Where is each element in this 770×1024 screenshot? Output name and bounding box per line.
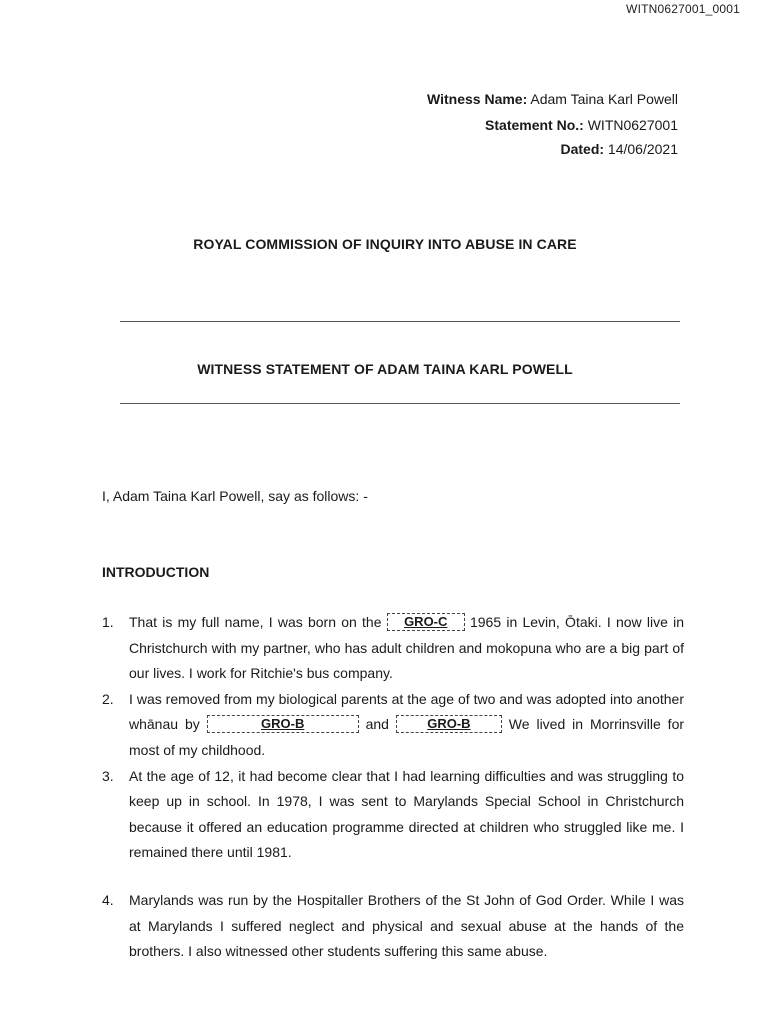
statement-number-label: Statement No.: <box>485 117 584 133</box>
commission-title: ROYAL COMMISSION OF INQUIRY INTO ABUSE IN CARE <box>193 236 577 252</box>
section-title: INTRODUCTION <box>102 564 210 580</box>
paragraph-number: 4. <box>102 891 114 908</box>
document-id: WITN0627001_0001 <box>626 2 740 16</box>
paragraph-1 <box>102 610 684 687</box>
paragraph-text: That is my full name, I was born on the <box>129 614 382 630</box>
paragraph-number: 2. <box>102 690 114 707</box>
paragraph-text: 1965 in Levin, Ōtaki. I now live in Christchurch with my partner, who has adult children and mokopuna who are a big part of our lives. I work for Ritchie's bus company. <box>129 614 685 682</box>
paragraph-number: 3. <box>102 767 114 784</box>
witness-name-label: Witness Name: <box>427 91 528 107</box>
paragraph-number: 1. <box>102 614 114 630</box>
statement-title: WITNESS STATEMENT OF ADAM TAINA KARL POWELL <box>197 361 573 377</box>
divider-bottom <box>120 403 680 404</box>
paragraph-list <box>102 610 684 965</box>
intro-line: I, Adam Taina Karl Powell, say as follows: - <box>102 488 368 504</box>
paragraph-text: We lived in Morrinsville for most of my childhood. <box>129 716 685 758</box>
paragraph-text: Marylands was run by the Hospitaller Brothers of the St John of God Order. While I was at Marylands I suffered neglect and physical and sexual abuse at the hands of the brothers. I also witnessed other students suffering this same abuse. <box>129 891 684 960</box>
paragraph-4 <box>102 888 684 965</box>
redaction-box: GRO-B <box>396 715 502 733</box>
statement-number-line <box>485 117 678 133</box>
witness-name-line <box>427 91 678 107</box>
witness-name-value: Adam Taina Karl Powell <box>530 91 678 107</box>
paragraph-text: At the age of 12, it had become clear that I had learning difficulties and was struggling to keep up in school. In 1978, I was sent to Marylands Special School in Christchurch because it offered an education programme directed at children who struggled like me. I remained there until 1981. <box>129 767 684 861</box>
divider-top <box>120 321 680 322</box>
paragraph-text: and <box>365 716 389 733</box>
statement-number-value: WITN0627001 <box>587 117 678 133</box>
paragraph-2 <box>102 687 684 764</box>
dated-label: Dated: <box>560 141 605 157</box>
redaction-box: GRO-C <box>387 613 465 631</box>
dated-line <box>560 141 678 157</box>
paragraph-3 <box>102 764 684 866</box>
dated-value: 14/06/2021 <box>607 141 678 157</box>
redaction-box: GRO-B <box>207 715 359 733</box>
paragraph-text: I was removed from my biological parents at the age of two and was adopted into another whānau by <box>129 690 684 733</box>
